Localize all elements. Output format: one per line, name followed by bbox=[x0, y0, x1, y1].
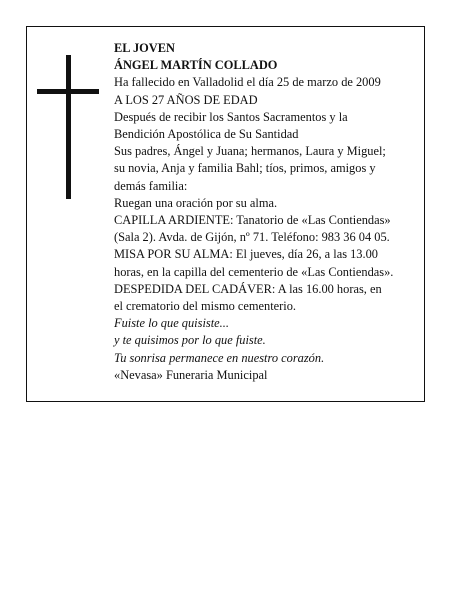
farewell-label: DESPEDIDA DEL CADÁVER: bbox=[114, 281, 276, 296]
chapel-line-2: (Sala 2). Avda. de Gijón, nº 71. Teléfono: 983 36 04 05. bbox=[114, 230, 390, 245]
sacraments-line-1: Después de recibir los Santos Sacramentos y la bbox=[114, 109, 348, 124]
family-line-2: su novia, Anja y familia Bahl; tíos, primos, amigos y bbox=[114, 161, 376, 176]
chapel-line-1 bbox=[114, 212, 426, 229]
obituary-text bbox=[114, 40, 426, 384]
verse-line-2: y te quisimos por lo que fuiste. bbox=[114, 333, 266, 348]
age-line: A LOS 27 AÑOS DE EDAD bbox=[114, 92, 258, 107]
funeral-home: «Nevasa» Funeraria Municipal bbox=[114, 367, 268, 382]
family-line-3: demás familia: bbox=[114, 178, 188, 193]
deceased-name: ÁNGEL MARTÍN COLLADO bbox=[114, 58, 278, 73]
farewell-text: A las 16.00 horas, en bbox=[275, 281, 382, 296]
chapel-label: CAPILLA ARDIENTE: bbox=[114, 213, 234, 228]
mass-text: El jueves, día 26, a las 13.00 bbox=[232, 247, 378, 262]
verse-line-1: Fuiste lo que quisiste... bbox=[114, 316, 229, 331]
prayer-line: Ruegan una oración por su alma. bbox=[114, 195, 278, 210]
chapel-text: Tanatorio de «Las Contiendas» bbox=[233, 213, 391, 228]
farewell-line-1 bbox=[114, 281, 426, 298]
mass-label: MISA POR SU ALMA: bbox=[114, 247, 233, 262]
sacraments-line-2: Bendición Apostólica de Su Santidad bbox=[114, 127, 299, 142]
obituary-notice bbox=[26, 26, 425, 402]
passed-away-line: Ha fallecido en Valladolid el día 25 de marzo de 2009 bbox=[114, 75, 381, 90]
farewell-line-2: el crematorio del mismo cementerio. bbox=[114, 299, 297, 314]
cross-icon bbox=[37, 55, 99, 199]
family-line-1: Sus padres, Ángel y Juana; hermanos, Laura y Miguel; bbox=[114, 144, 386, 159]
mass-line-2: horas, en la capilla del cementerio de «Las Contiendas». bbox=[114, 264, 394, 279]
mass-line-1 bbox=[114, 246, 426, 263]
title-line: EL JOVEN bbox=[114, 41, 175, 55]
verse-line-3: Tu sonrisa permanece en nuestro corazón. bbox=[114, 350, 325, 365]
